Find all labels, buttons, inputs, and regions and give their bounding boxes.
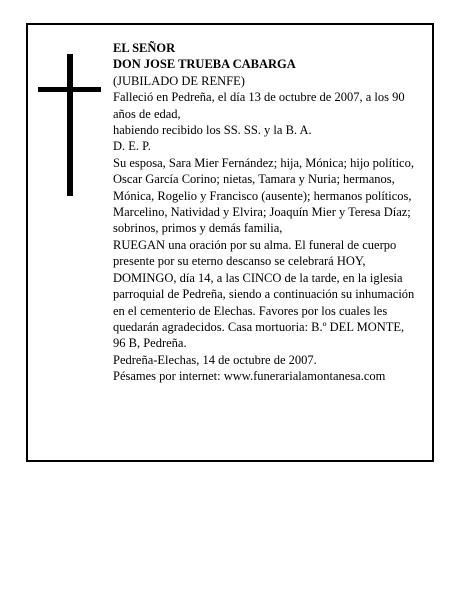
place-date-line: Pedreña-Elechas, 14 de octubre de 2007. <box>113 352 317 367</box>
occupation: (JUBILADO DE RENFE) <box>113 73 245 88</box>
rip-line: D. E. P. <box>113 139 151 154</box>
cross-horizontal-bar <box>38 87 101 92</box>
request-paragraph: RUEGAN una oración por su alma. El funeral de cuerpo presente por su eterno descanso se celebrará HOY, DOMINGO, día 14, a las CINCO de la tarde, en la iglesia parroquial de Pedreña, siendo a continuación su inhumación en el cementerio de Elechas. Favores por los cuales les quedarán agradecidos. Casa mortuoria: B.º DEL MONTE, 96 B, Pedreña. <box>113 237 415 351</box>
family-paragraph: Su esposa, Sara Mier Fernández; hija, Mónica; hijo político, Oscar García Corino; nietas, Tamara y Nuria; hermanos, Mónica, Rogelio y Francisco (ausente); hermanos políticos, Marcelino, Natividad y Elvira; Joaquín Mier y Teresa Díaz; sobrinos, primos y demás familia, <box>113 155 414 236</box>
deceased-name: DON JOSE TRUEBA CABARGA <box>113 57 296 72</box>
heading-title: EL SEÑOR <box>113 41 176 55</box>
death-statement: Falleció en Pedreña, el día 13 de octubre de 2007, a los 90 años de edad, <box>113 90 405 121</box>
sacraments-line: habiendo recibido los SS. SS. y la B. A. <box>113 123 312 138</box>
obituary-text <box>113 40 418 385</box>
cross-vertical-bar <box>67 54 73 196</box>
condolences-line: Pésames por internet: www.funerarialamontanesa.com <box>113 369 386 384</box>
